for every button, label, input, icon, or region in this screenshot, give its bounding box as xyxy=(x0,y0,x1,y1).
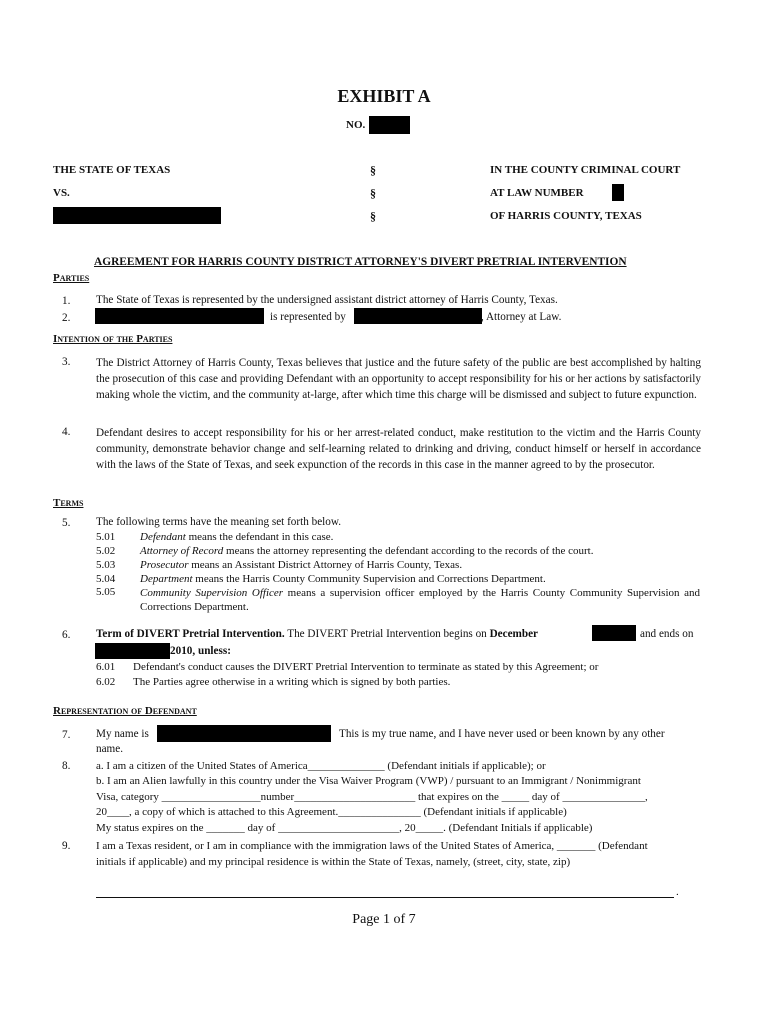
item-6-text: The DIVERT Pretrial Intervention begins on xyxy=(284,628,490,640)
item-7-line-2: name. xyxy=(96,743,124,755)
def-5-04-number: 5.04 xyxy=(96,573,116,585)
item-9-line-1: I am a Texas resident, or I am in compliance with the immigration laws of the United States of America, _______ (Defendant xyxy=(96,840,648,852)
sub-6-01-text: Defendant's conduct causes the DIVERT Pretrial Intervention to terminate as stated by this Agreement; or xyxy=(133,661,599,673)
section-mark-3: § xyxy=(370,209,376,223)
section-mark-1: § xyxy=(370,163,376,177)
item-2-represented-by: is represented by xyxy=(270,311,346,323)
def-5-01-desc: means the defendant in this case. xyxy=(185,531,334,543)
def-5-03-desc: means an Assistant District Attorney of Harris County, Texas. xyxy=(188,559,463,571)
section-mark-2: § xyxy=(370,186,376,200)
page-number: Page 1 of 7 xyxy=(352,912,416,927)
exhibit-title: EXHIBIT A xyxy=(337,86,431,106)
item-1-text: The State of Texas is represented by the undersigned assistant district attorney of Harris County, Texas. xyxy=(96,294,558,306)
item-6-ends-on: and ends on xyxy=(640,628,694,640)
sub-6-02-text: The Parties agree otherwise in a writing which is signed by both parties. xyxy=(133,676,451,688)
item-1-number: 1. xyxy=(62,295,71,307)
item-4-number: 4. xyxy=(62,426,71,438)
def-5-05 xyxy=(140,586,700,614)
agreement-title: AGREEMENT FOR HARRIS COUNTY DISTRICT ATTORNEY'S DIVERT PRETRIAL INTERVENTION xyxy=(94,256,627,268)
case-number-label: NO. xyxy=(346,119,366,131)
redacted-defendant-name xyxy=(53,207,221,224)
intention-heading: Intention of the Parties xyxy=(53,333,173,345)
item-8-line-2: b. I am an Alien lawfully in this country under the Visa Waiver Program (VWP) / pursuant to an Immigrant / Nonimmigrant xyxy=(96,775,641,787)
item-7-my-name-is: My name is xyxy=(96,728,149,740)
redacted-defendant-true-name xyxy=(157,725,331,742)
court-line-3: OF HARRIS COUNTY, TEXAS xyxy=(490,210,642,222)
item-7-number: 7. xyxy=(62,729,71,741)
state-of-texas: THE STATE OF TEXAS xyxy=(53,164,171,176)
item-2-attorney-at-law: , Attorney at Law. xyxy=(481,311,562,323)
terms-heading: Terms xyxy=(53,497,84,509)
court-line-2: AT LAW NUMBER xyxy=(490,187,584,199)
redacted-attorney-name xyxy=(354,308,482,324)
item-9-line-2: initials if applicable) and my principal residence is within the State of Texas, namely, (street, city, state, zip) xyxy=(96,856,571,868)
item-9-number: 9. xyxy=(62,840,71,852)
item-8-line-3: Visa, category __________________number______________________ that expires on the _____ day of _______________, xyxy=(96,791,648,803)
sub-6-02-number: 6.02 xyxy=(96,676,116,688)
def-5-05-number: 5.05 xyxy=(96,586,116,598)
address-blank-line xyxy=(96,897,674,898)
item-6-heading: Term of DIVERT Pretrial Intervention. xyxy=(96,628,285,640)
redacted-court-number xyxy=(612,184,624,201)
item-6-year: 2010, unless: xyxy=(170,645,231,657)
item-6-december: December xyxy=(489,628,539,640)
def-5-03-term: Prosecutor xyxy=(140,559,189,571)
item-6-number: 6. xyxy=(62,629,71,641)
def-5-03 xyxy=(140,559,462,571)
redacted-case-number xyxy=(369,116,410,134)
court-line-1: IN THE COUNTY CRIMINAL COURT xyxy=(490,164,681,176)
address-line-period: . xyxy=(676,886,679,898)
def-5-02 xyxy=(140,545,593,557)
item-3-text: The District Attorney of Harris County, Texas believes that justice and the future safety of the public are best accomplished by halting the prosecution of this case and providing Defendant with an opportunity to accept responsibility for his or her actions by satisfactorily making whole the victim, and the community at-large, after which time this charge will be dismissed and subject to future expunction. xyxy=(96,357,701,401)
versus-label: VS. xyxy=(53,187,70,199)
def-5-05-desc: means a supervision officer employed by the Harris County Community Supervision and Corrections Department. xyxy=(140,587,700,613)
def-5-05-term: Community Supervision Officer xyxy=(140,587,284,599)
def-5-01 xyxy=(140,531,333,543)
item-8-line-5: My status expires on the _______ day of ______________________, 20_____. (Defendant Initials if applicable) xyxy=(96,822,593,834)
sub-6-01-number: 6.01 xyxy=(96,661,116,673)
item-6-line xyxy=(96,628,538,640)
redacted-start-day xyxy=(592,625,636,641)
item-8-line-4: 20____, a copy of which is attached to this Agreement._______________ (Defendant initials if applicable) xyxy=(96,806,567,818)
def-5-01-term: Defendant xyxy=(140,531,186,543)
def-5-04 xyxy=(140,573,546,585)
def-5-01-number: 5.01 xyxy=(96,531,116,543)
item-7-true-name-text: This is my true name, and I have never used or been known by any other xyxy=(339,728,665,740)
def-5-04-term: Department xyxy=(140,573,193,585)
item-5-number: 5. xyxy=(62,517,71,529)
item-4-text: Defendant desires to accept responsibility for his or her arrest-related conduct, make restitution to the victim and the Harris County community, demonstrate behavior change and self-learning related to drinking and driving, conduct himself or herself in accordance with the laws of the State of Texas, and seek expunction of the records in this case in the manner agreed to by the prosecutor. xyxy=(96,427,701,471)
representation-heading: Representation of Defendant xyxy=(53,705,197,717)
item-5-text: The following terms have the meaning set forth below. xyxy=(96,516,342,528)
item-8-line-1: a. I am a citizen of the United States of America______________ (Defendant initials if applicable); or xyxy=(96,760,546,772)
item-8-number: 8. xyxy=(62,760,71,772)
parties-heading: Parties xyxy=(53,272,90,284)
def-5-04-desc: means the Harris County Community Supervision and Corrections Department. xyxy=(192,573,546,585)
item-3-number: 3. xyxy=(62,356,71,368)
item-2-number: 2. xyxy=(62,312,71,324)
def-5-03-number: 5.03 xyxy=(96,559,116,571)
def-5-02-desc: means the attorney representing the defendant according to the records of the court. xyxy=(223,545,594,557)
def-5-02-number: 5.02 xyxy=(96,545,116,557)
def-5-02-term: Attorney of Record xyxy=(140,545,224,557)
redacted-end-date xyxy=(95,643,170,659)
redacted-defendant-name-2 xyxy=(95,308,264,324)
